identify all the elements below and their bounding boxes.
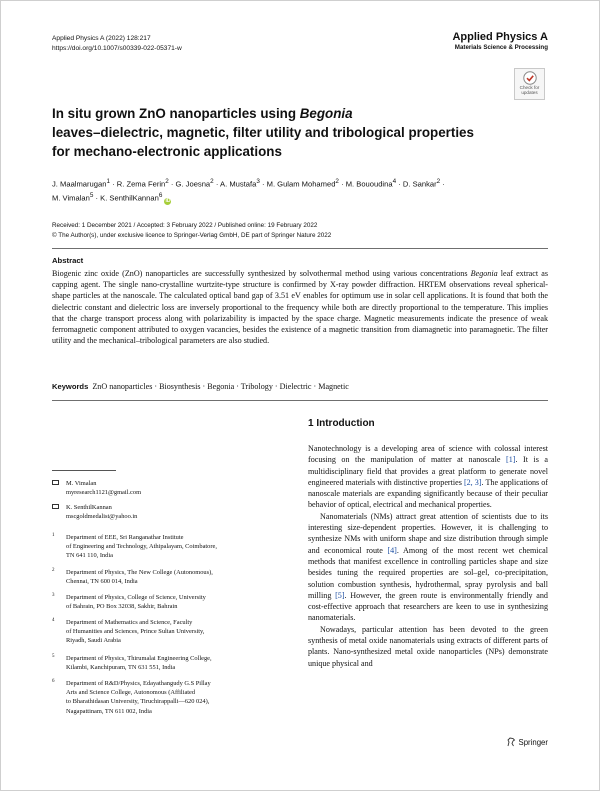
- publisher-name: Springer: [518, 738, 548, 747]
- author-aff: 1: [106, 178, 110, 185]
- check-updates-icon: [523, 71, 537, 85]
- journal-name: Applied Physics A: [452, 31, 548, 43]
- affiliation-line: of Humanities and Sciences, Prince Sultan University,: [66, 628, 205, 636]
- author-name[interactable]: M. Bououdina: [345, 179, 393, 189]
- author-name[interactable]: A. Mustafa: [220, 179, 257, 189]
- running-header: [52, 34, 182, 54]
- contact-name: K. SenthilKannan: [66, 504, 112, 511]
- abstract-part: Biogenic zinc oxide (ZnO) nanoparticles are successfully synthesized by solvothermal method using various concentrations: [52, 269, 471, 278]
- affiliation: [52, 654, 288, 672]
- check-for-updates-button[interactable]: [514, 68, 545, 100]
- copyright-line: © The Author(s), under exclusive licence to Springer-Verlag GmbH, DE part of Springer Nature 2022: [52, 232, 332, 239]
- affiliation-line: Department of Physics, The New College (Autonomous),: [66, 569, 213, 576]
- affiliation-line: to Bharathidasan University, Tiruchirappalli—620 024),: [66, 698, 210, 706]
- affiliation-line: Department of R&D/Physics, Edayathangudy G.S Pillay: [66, 680, 211, 687]
- affiliation-line: of Engineering and Technology, Athipalayam, Coimbatore,: [66, 543, 217, 551]
- affiliation: [52, 593, 288, 611]
- paragraph: Nanotechnology is a developing area of science with colossal interest focusing on the manipulation of matter at nanoscale [1]. It is a multidisciplinary field that provides a great platform to generate novel engineered materials with distinctive properties [2, 3]. The applications of nanoscale materials are expanding significantly because of their peculiar behavior of optical, electrical and mechanical properties.: [308, 444, 549, 510]
- citation-link[interactable]: [2, 3]: [463, 477, 482, 487]
- author-name[interactable]: J. Maalmarugan: [52, 179, 107, 189]
- citation-link[interactable]: [5]: [335, 590, 345, 600]
- contact-email[interactable]: mscgoldmedalist@yahoo.in: [66, 513, 138, 521]
- affiliation: [52, 679, 288, 716]
- affiliation: [52, 568, 288, 586]
- citation-link[interactable]: [4]: [387, 545, 397, 555]
- affiliation-number: 5: [52, 654, 55, 659]
- paragraph: Nanomaterials (NMs) attract great attention of scientists due to its interesting size-dependent properties. However, it is challenging to synthesize NMs with uniform shape and size distribution through simple and economical route [4]. Among of the most recent wet chemical methods that manifest excellence in controlling particles shape and size besides tuning the required properties are sol–gel, co-precipitation, solution combustion synthesis, hydrothermal, spray pyrolysis and ball milling [5]. However, the green route is environmentally friendly and cost-effective approach that researchers are keen to use in synthesizing nanomaterials.: [308, 511, 548, 623]
- affiliation-line: of Bahrain, PO Box 32038, Sakhir, Bahrain: [66, 603, 178, 611]
- author-aff: 2: [335, 178, 339, 185]
- author-aff: 3: [256, 178, 260, 185]
- section-heading: 1 Introduction: [308, 418, 375, 429]
- abstract-heading: Abstract: [52, 256, 84, 265]
- author-aff: 2: [436, 178, 441, 185]
- publisher-logo: [506, 737, 548, 747]
- affiliation-line: TN 641 110, India: [66, 552, 113, 560]
- citation: Applied Physics A (2022) 128:217: [52, 35, 151, 42]
- title-part2: leaves–dielectric, magnetic, filter utility and tribological properties: [52, 125, 474, 140]
- affiliation-number: 2: [52, 568, 55, 573]
- author-aff: 2: [165, 178, 169, 185]
- author-name[interactable]: D. Sankar: [402, 179, 437, 189]
- footnote-rule: [52, 470, 116, 471]
- author-list: J. Maalmarugan$^1$ · R. Zema Ferin$^2$ · G. Joesna$^2$ · A. Mustafa$^3$ · M. Gulam Mohamed$^2$ · M. Bououdina$^4$ · D. Sankar$^2$ · M. Vimalan$^5$ · K. SenthilKannan$^6$ iD: [52, 178, 445, 204]
- affiliation-number: 6: [52, 679, 55, 684]
- contact-block: [52, 503, 282, 521]
- contact-name: M. Vimalan: [66, 480, 97, 487]
- affiliation: [52, 618, 288, 646]
- author-name[interactable]: K. SenthilKannan: [100, 193, 159, 203]
- affiliation-line: Arts and Science College, Autonomous (Affiliated: [66, 689, 196, 697]
- article-title: [52, 104, 522, 161]
- check-updates-line1: Check for: [519, 85, 540, 90]
- title-part1: In situ grown ZnO nanoparticles using: [52, 106, 300, 121]
- affiliation: [52, 533, 288, 561]
- orcid-icon[interactable]: iD: [165, 197, 171, 204]
- envelope-icon: [52, 480, 59, 485]
- abstract-part: leaf extract as capping agent. The single nano-crystalline wurtzite-type structure is confirmed by X-ray powder diffraction. HRTEM observations reveal spherical-shape particles at the nanoscale. The calculated optical band gap of 3.51 eV enables for optimum use in solar cell applications. It is found that both the dielectric constant and dielectric loss are inversely proportional to the frequency while both are directly proportional to the temperature. This implies that the charge transport process along with polarizability is impacted by the space charge. Magnetic measurements indicate the presence of weak ferromagnetic component attributed to oxygen vacancies, besides the existence of a magnetic transition from diamagnetic into paramagnetic. The filter utility and the mechanical–tribological parameters are also studied.: [52, 269, 548, 346]
- abstract-text: [52, 268, 548, 346]
- affiliation-line: Department of Mathematics and Science, Faculty: [66, 619, 193, 626]
- affiliation-line: Nagapattinam, TN 611 002, India: [66, 707, 152, 715]
- abstract-italic: Begonia: [470, 269, 498, 278]
- journal-masthead: [452, 31, 548, 52]
- contact-block: [52, 479, 282, 497]
- affiliation-line: Riyadh, Saudi Arabia: [66, 637, 121, 645]
- keywords: [52, 381, 548, 392]
- author-name[interactable]: M. Vimalan: [52, 193, 90, 203]
- title-italic: Begonia: [299, 106, 353, 121]
- paragraph: Nowadays, particular attention has been devoted to the green synthesis of metal oxide nanomaterials using extracts of different parts of plants. Nano-synthesized metal oxide nanoparticles (NPs) demonstrate unique physical and: [308, 624, 548, 668]
- keywords-text: ZnO nanoparticles · Biosynthesis · Begonia · Tribology · Dielectric · Magnetic: [92, 382, 349, 391]
- introduction-body: [308, 443, 548, 669]
- check-updates-line2: updates: [521, 90, 538, 95]
- doi-link[interactable]: https://doi.org/10.1007/s00339-022-05371-w: [52, 45, 182, 52]
- author-aff: 5: [89, 192, 94, 200]
- affiliation-number: 4: [52, 618, 55, 623]
- affiliation-number: 1: [52, 533, 55, 538]
- dates-line: Received: 1 December 2021 / Accepted: 3 February 2022 / Published online: 19 February 2022: [52, 222, 318, 229]
- author-aff: 6: [158, 192, 163, 200]
- author-name[interactable]: R. Zema Ferin: [116, 179, 166, 189]
- affiliation-line: Department of EEE, Sri Ranganathar Institute: [66, 534, 184, 541]
- affiliation-line: Department of Physics, Thirumalai Engineering College,: [66, 655, 212, 662]
- title-part3: for mechano-electronic applications: [52, 144, 282, 159]
- affiliation-number: 3: [52, 593, 55, 598]
- envelope-icon: [52, 504, 59, 509]
- affiliation-line: Department of Physics, College of Science, University: [66, 594, 206, 601]
- author-name[interactable]: G. Joesna: [175, 179, 211, 189]
- journal-subtitle: Materials Science & Processing: [454, 44, 548, 51]
- divider: [52, 400, 548, 401]
- citation-link[interactable]: [1]: [506, 455, 516, 465]
- divider: [52, 248, 548, 249]
- publication-dates: [52, 221, 548, 241]
- author-aff: 2: [210, 178, 214, 185]
- contact-email[interactable]: myresearch1121@gmail.com: [66, 489, 142, 497]
- affiliation-line: Kilambi, Kanchipuram, TN 631 551, India: [66, 664, 176, 672]
- author-aff: 4: [392, 178, 397, 185]
- springer-horse-icon: [506, 737, 516, 747]
- affiliation-line: Chennai, TN 600 014, India: [66, 578, 138, 586]
- author-name[interactable]: M. Gulam Mohamed: [266, 179, 336, 189]
- keywords-label: Keywords: [52, 382, 89, 391]
